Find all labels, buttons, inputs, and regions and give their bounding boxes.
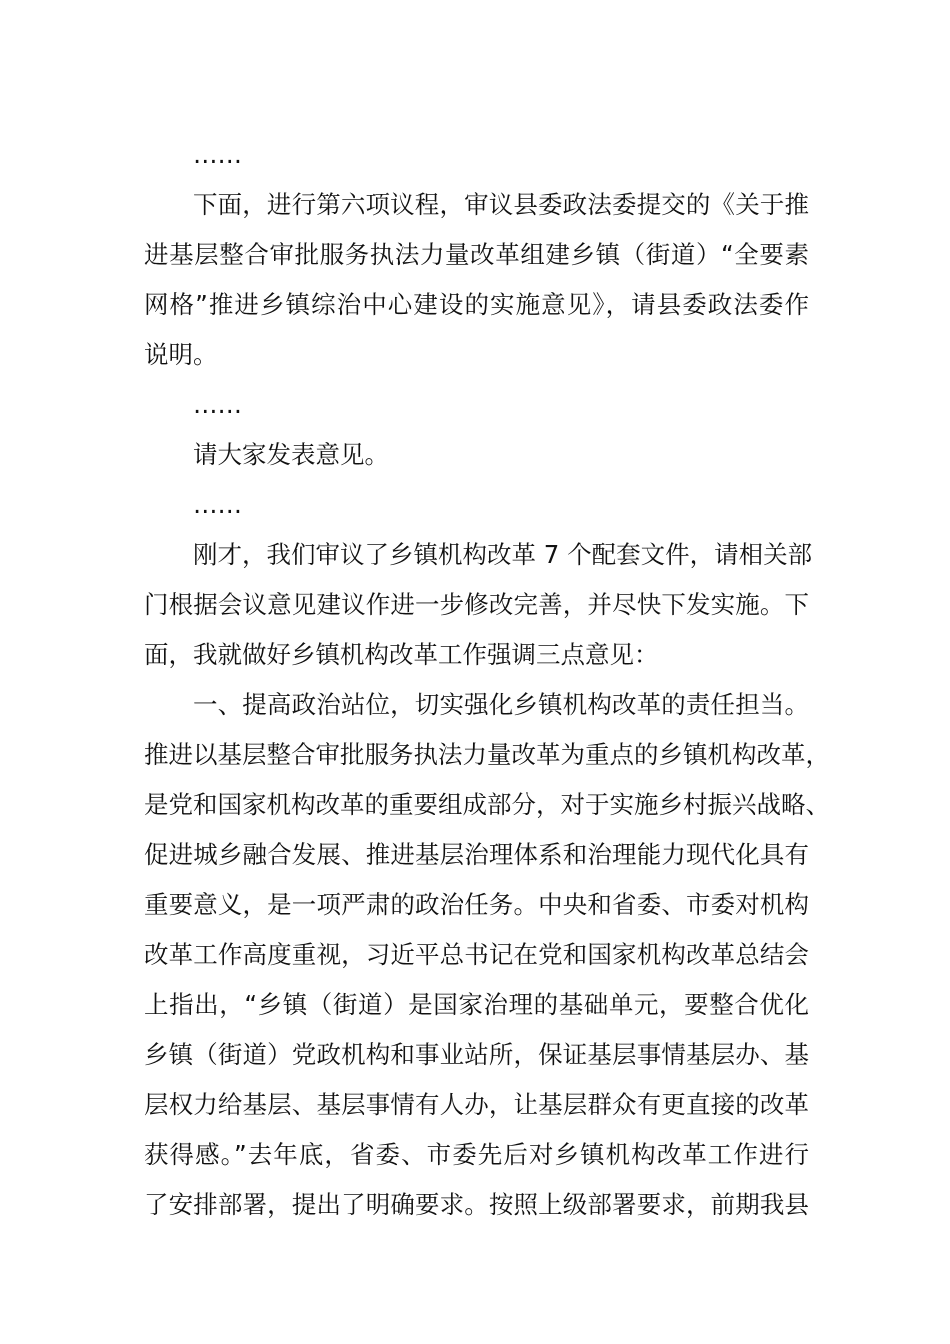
text-line: 说明。: [144, 340, 218, 369]
text-line: 进基层整合审批服务执法力量改革组建乡镇（街道）“全要素: [144, 240, 809, 269]
text-line: ……: [193, 390, 242, 419]
text-line: 重要意义，是一项严肃的政治任务。中央和省委、市委对机构: [144, 890, 809, 919]
text-line: 刚才，我们审议了乡镇机构改革 7 个配套文件，请相关部: [193, 540, 813, 569]
text-line: ……: [193, 140, 242, 169]
text-line: ……: [193, 490, 242, 519]
text-line: 下面，进行第六项议程，审议县委政法委提交的《关于推: [193, 190, 809, 219]
text-line: 上指出，“乡镇（街道）是国家治理的基础单元，要整合优化: [144, 990, 809, 1019]
text-line: 推进以基层整合审批服务执法力量改革为重点的乡镇机构改革，: [144, 740, 830, 769]
text-line: 乡镇（街道）党政机构和事业站所，保证基层事情基层办、基: [144, 1040, 809, 1069]
text-line: 了安排部署，提出了明确要求。按照上级部署要求，前期我县: [144, 1190, 809, 1219]
document-body: [144, 130, 830, 1230]
text-line: 层权力给基层、基层事情有人办，让基层群众有更直接的改革: [144, 1090, 809, 1119]
text-line: 改革工作高度重视，习近平总书记在党和国家机构改革总结会: [144, 940, 809, 969]
text-line: 获得感。”去年底，省委、市委先后对乡镇机构改革工作进行: [144, 1140, 809, 1169]
text-line: 一、提高政治站位，切实强化乡镇机构改革的责任担当。: [193, 690, 809, 719]
text-line: 促进城乡融合发展、推进基层治理体系和治理能力现代化具有: [144, 840, 809, 869]
text-line: 请大家发表意见。: [193, 440, 389, 469]
text-line: 门根据会议意见建议作进一步修改完善，并尽快下发实施。下: [144, 590, 809, 619]
text-line: 网格”推进乡镇综治中心建设的实施意见》，请县委政法委作: [144, 290, 809, 319]
text-line: 面，我就做好乡镇机构改革工作强调三点意见：: [144, 640, 659, 669]
text-line: 是党和国家机构改革的重要组成部分，对于实施乡村振兴战略、: [144, 790, 830, 819]
